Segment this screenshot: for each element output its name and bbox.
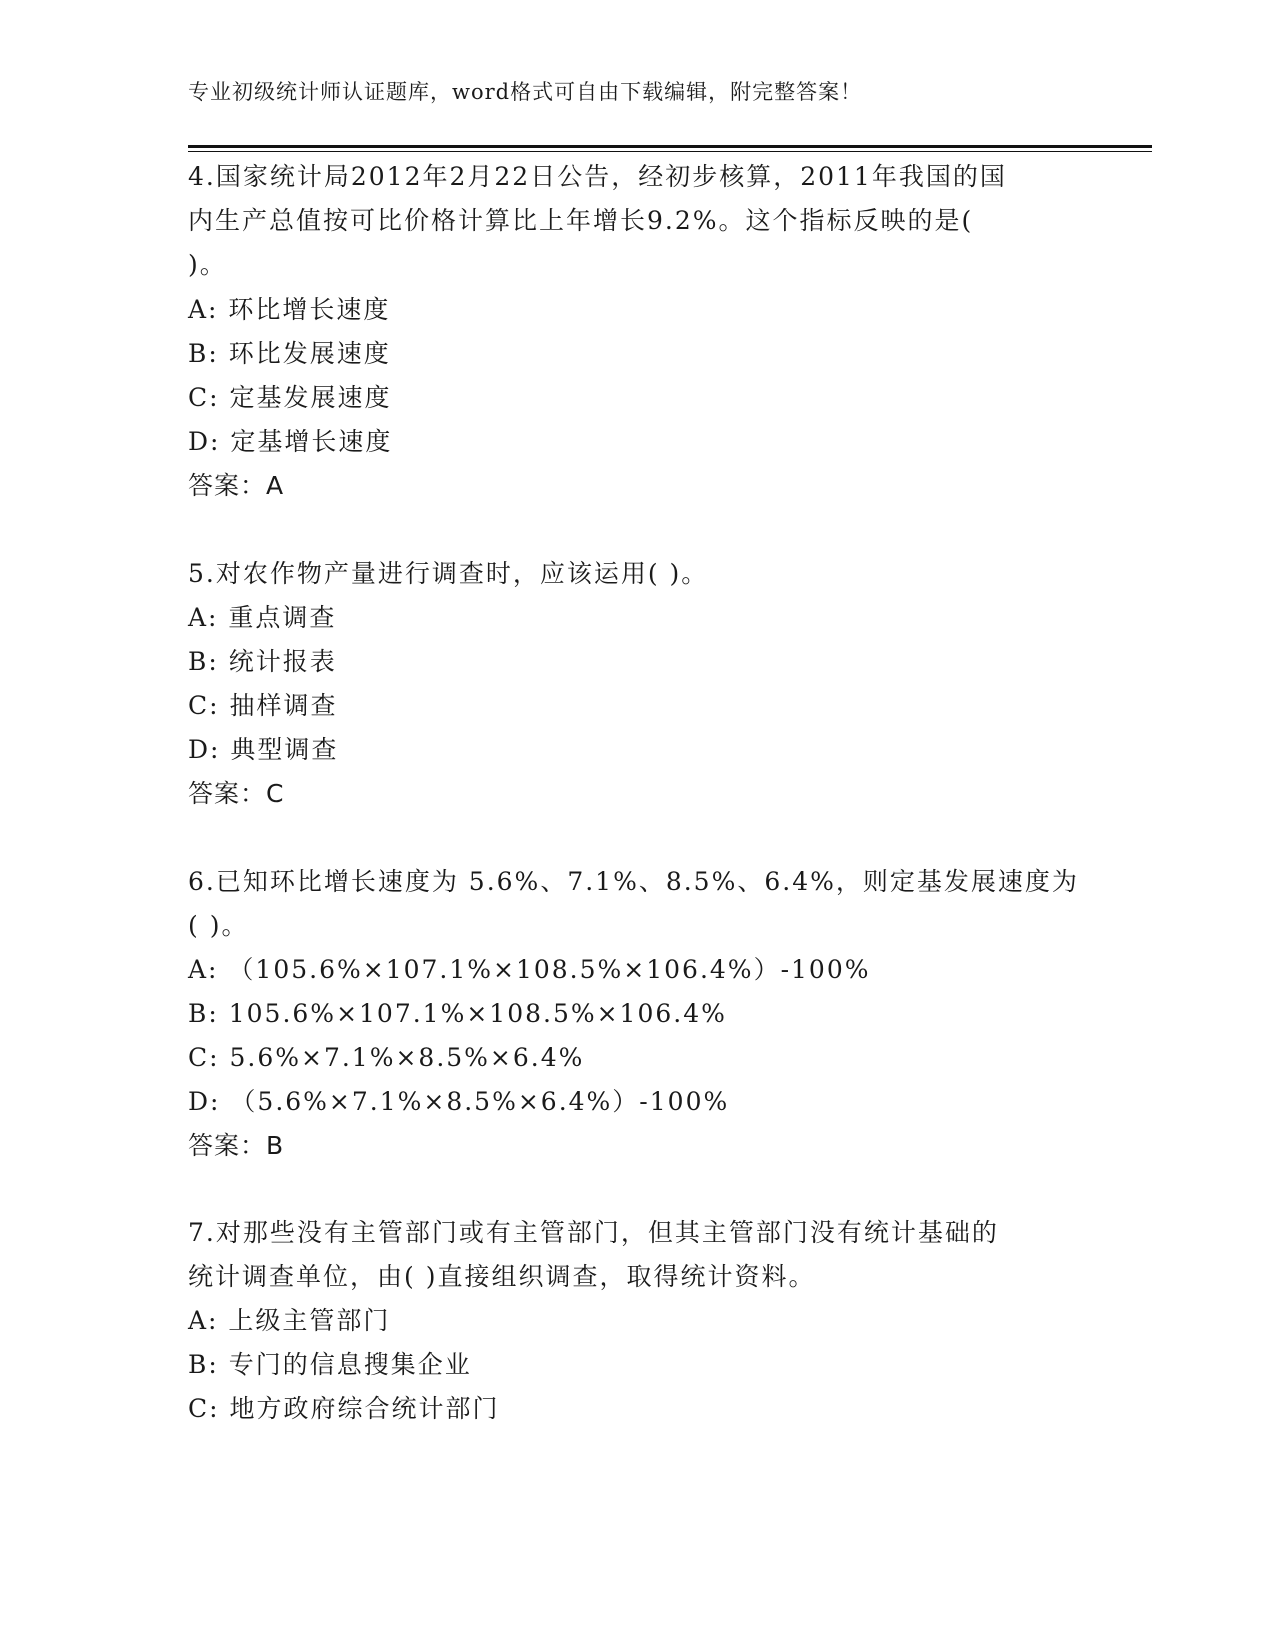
option-a: A: 环比增长速度 [188, 295, 391, 324]
option-c: C: 定基发展速度 [188, 383, 392, 412]
option-d: D: 典型调查 [188, 735, 339, 764]
option-a: A: 重点调查 [188, 603, 337, 632]
option-b: B: 105.6%×107.1%×108.5%×106.4% [188, 999, 727, 1028]
option-b: B: 环比发展速度 [188, 339, 391, 368]
page-header: 专业初级统计师认证题库，word格式可自由下载编辑，附完整答案！ [188, 80, 863, 104]
question-stem-line: 统计调查单位，由( )直接组织调查，取得统计资料。 [188, 1262, 816, 1291]
question-stem-line: )。 [188, 250, 227, 279]
header-rule-thin [188, 151, 1152, 152]
option-c: C: 抽样调查 [188, 691, 338, 720]
option-c: C: 地方政府综合统计部门 [188, 1394, 500, 1423]
question-stem-line: 5.对农作物产量进行调查时，应该运用( )。 [188, 559, 709, 588]
option-a: A: 上级主管部门 [188, 1306, 391, 1335]
question-stem-line: 7.对那些没有主管部门或有主管部门，但其主管部门没有统计基础的 [188, 1218, 999, 1247]
option-d: D: （5.6%×7.1%×8.5%×6.4%）-100% [188, 1087, 730, 1116]
option-b: B: 专门的信息搜集企业 [188, 1350, 472, 1379]
option-c: C: 5.6%×7.1%×8.5%×6.4% [188, 1043, 585, 1072]
answer-label: 答案：C [188, 779, 285, 808]
option-a: A: （105.6%×107.1%×108.5%×106.4%）-100% [188, 955, 871, 984]
option-b: B: 统计报表 [188, 647, 337, 676]
question-stem-line: ( )。 [188, 911, 249, 940]
option-d: D: 定基增长速度 [188, 427, 393, 456]
question-stem-line: 6.已知环比增长速度为 5.6%、7.1%、8.5%、6.4%，则定基发展速度为 [188, 867, 1079, 896]
question-stem-line: 内生产总值按可比价格计算比上年增长9.2%。这个指标反映的是( [188, 206, 974, 235]
answer-label: 答案：B [188, 1131, 285, 1160]
header-rule-thick [188, 145, 1152, 148]
answer-label: 答案：A [188, 471, 285, 500]
question-stem-line: 4.国家统计局2012年2月22日公告，经初步核算，2011年我国的国 [188, 162, 1007, 191]
